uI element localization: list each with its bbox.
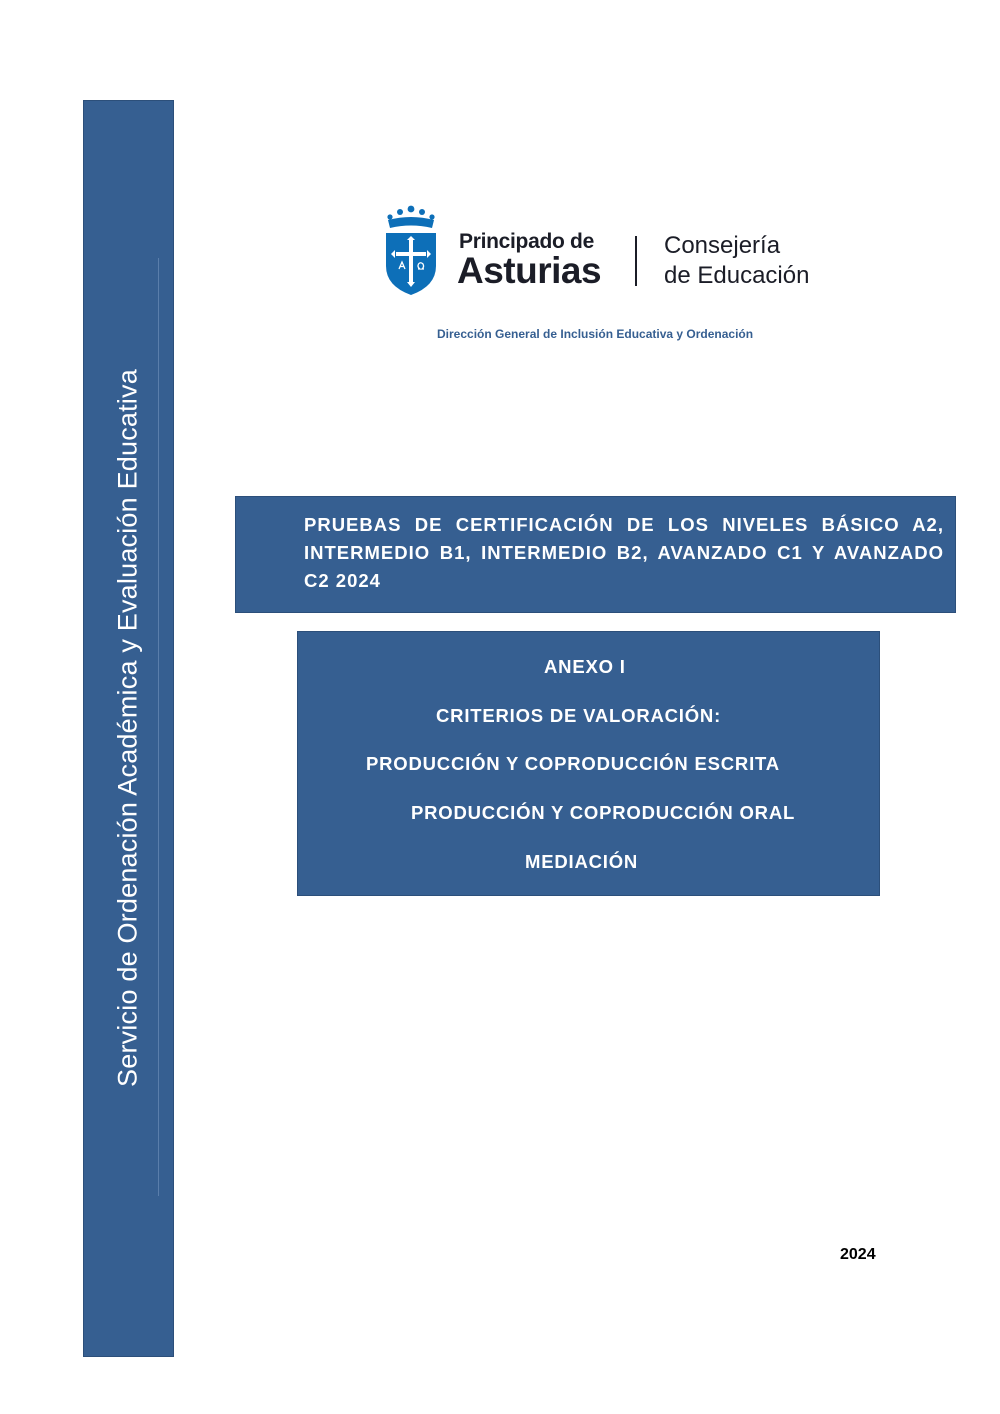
document-year: 2024 [840,1246,876,1263]
mediacion-line: MEDIACIÓN [525,851,639,872]
direccion-general-subtitle: Dirección General de Inclusión Educativa y Ordenación [437,327,754,341]
anexo-box [297,631,880,896]
document-title: PRUEBAS DE CERTIFICACIÓN DE LOS NIVELES BÁSICO A2, INTERMEDIO B1, INTERMEDIO B2, AVANZADO C1 Y AVANZADO C2 2024 [304,514,944,591]
logo-divider [635,236,637,286]
logo-educacion-text: de Educación [664,262,810,289]
produccion-escrita-line: PRODUCCIÓN Y COPRODUCCIÓN ESCRITA [366,753,780,774]
produccion-oral-line: PRODUCCIÓN Y COPRODUCCIÓN ORAL [411,802,796,823]
logo-principado-text: Principado de [459,230,594,253]
anexo-heading: ANEXO I [544,656,626,677]
asturias-shield-icon [384,204,438,296]
side-divider-line [158,258,159,1196]
institution-logo [384,204,834,298]
logo-consejeria-text: Consejería [664,232,781,259]
side-vertical-title: Servicio de Ordenación Académica y Evaluación Educativa [112,369,143,1087]
logo-asturias-text: Asturias [457,250,602,291]
criterios-heading: CRITERIOS DE VALORACIÓN: [436,705,722,726]
document-title-box [235,496,956,613]
